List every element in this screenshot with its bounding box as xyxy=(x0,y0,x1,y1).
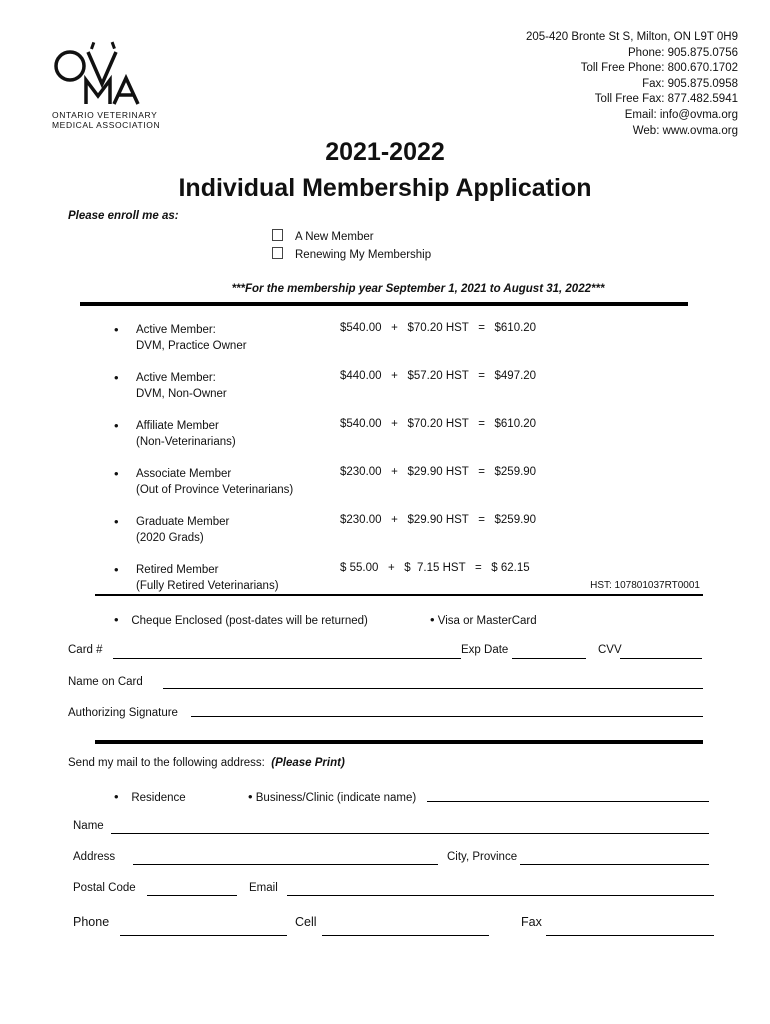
contact-block xyxy=(526,30,738,139)
card-label: Visa or MasterCard xyxy=(437,615,537,627)
option-renewing-label: Renewing My Membership xyxy=(295,249,432,261)
checkbox-new-member[interactable] xyxy=(272,229,283,241)
category-sub: (Out of Province Veterinarians) xyxy=(136,484,294,496)
cell-field[interactable] xyxy=(322,935,489,936)
city-field[interactable] xyxy=(520,864,709,865)
option-business[interactable] xyxy=(248,789,416,804)
email-field[interactable] xyxy=(287,895,714,896)
category-sub: DVM, Non-Owner xyxy=(136,388,227,400)
business-label: Business/Clinic (indicate name) xyxy=(255,792,417,804)
fax-label: Fax xyxy=(521,915,542,929)
divider-top xyxy=(80,302,688,306)
mail-label-row xyxy=(68,757,345,769)
logo-line1: ONTARIO VETERINARY xyxy=(52,110,158,120)
title-year: 2021-2022 xyxy=(325,138,445,166)
category-sub: (Fully Retired Veterinarians) xyxy=(136,580,279,592)
category-name: Active Member: xyxy=(136,372,216,384)
category-price: $230.00 + $29.90 HST = $259.90 xyxy=(340,514,537,526)
address-text: 205-420 Bronte St S, Milton, ON L9T 0H9 xyxy=(525,31,738,43)
bullet-icon: • xyxy=(114,514,119,529)
category-price: $540.00 + $70.20 HST = $610.20 xyxy=(340,322,537,334)
option-new-member-label: A New Member xyxy=(295,231,374,243)
card-number-field[interactable] xyxy=(113,658,461,659)
toll-free-phone-text: Toll Free Phone: 800.670.1702 xyxy=(580,62,738,75)
signature-label: Authorizing Signature xyxy=(68,707,178,719)
category-sub: (2020 Grads) xyxy=(136,532,204,544)
ovma-logo xyxy=(50,38,162,133)
category-name: Retired Member xyxy=(136,564,219,576)
bullet-icon: • xyxy=(114,322,119,337)
residence-label: Residence xyxy=(131,792,186,804)
exp-date-label: Exp Date xyxy=(461,644,509,656)
option-cheque[interactable] xyxy=(114,612,368,627)
checkbox-renewing[interactable] xyxy=(272,247,283,259)
address-field[interactable] xyxy=(133,864,438,865)
bullet-icon: • xyxy=(114,789,119,804)
option-card[interactable] xyxy=(430,612,537,627)
cvv-label: CVV xyxy=(598,644,622,656)
business-name-field[interactable] xyxy=(427,801,709,802)
address-label: Address xyxy=(73,851,116,863)
toll-free-fax-text: Toll Free Fax: 877.482.5941 xyxy=(594,93,738,106)
divider-payment-top xyxy=(95,594,703,596)
bullet-icon: • xyxy=(114,466,119,481)
bullet-icon: • xyxy=(114,562,119,577)
name-on-card-field[interactable] xyxy=(163,688,703,689)
web-text: Web: www.ovma.org xyxy=(632,124,738,137)
fax-field[interactable] xyxy=(546,935,714,936)
fax-text: Fax: 905.875.0958 xyxy=(642,77,738,90)
bullet-icon: • xyxy=(430,612,435,627)
phone-label: Phone xyxy=(73,915,110,929)
category-name: Associate Member xyxy=(136,468,232,480)
category-name: Graduate Member xyxy=(136,516,230,528)
category-price: $440.00 + $57.20 HST = $497.20 xyxy=(340,370,537,382)
option-new-member[interactable] xyxy=(272,229,374,243)
phone-field[interactable] xyxy=(120,935,287,936)
name-field[interactable] xyxy=(111,833,709,834)
category-price: $540.00 + $70.20 HST = $610.20 xyxy=(340,418,537,430)
membership-year-note: ***For the membership year September 1, 2021 to August 31, 2022*** xyxy=(231,283,605,295)
hst-number: HST: 107801037RT0001 xyxy=(590,580,700,591)
category-sub: DVM, Practice Owner xyxy=(136,340,247,352)
email-label: Email xyxy=(249,882,278,894)
please-print-label: (Please Print) xyxy=(271,757,345,769)
bullet-icon: • xyxy=(114,418,119,433)
name-on-card-label: Name on Card xyxy=(68,676,143,688)
exp-date-field[interactable] xyxy=(512,658,586,659)
enroll-label: Please enroll me as: xyxy=(68,210,179,222)
cvv-field[interactable] xyxy=(620,658,702,659)
bullet-icon: • xyxy=(114,612,119,627)
category-name: Active Member: xyxy=(136,324,216,336)
name-label: Name xyxy=(73,820,104,832)
cheque-label: Cheque Enclosed (post-dates will be returned) xyxy=(131,615,368,627)
divider-mail-top xyxy=(95,740,703,744)
postal-code-field[interactable] xyxy=(147,895,237,896)
postal-code-label: Postal Code xyxy=(73,882,136,894)
cell-label: Cell xyxy=(295,915,317,929)
category-sub: (Non-Veterinarians) xyxy=(136,436,236,448)
category-price: $230.00 + $29.90 HST = $259.90 xyxy=(340,466,537,478)
card-number-label: Card # xyxy=(68,644,103,656)
option-renewing[interactable] xyxy=(272,247,431,261)
category-name: Affiliate Member xyxy=(136,420,219,432)
page-title: Individual Membership Application xyxy=(178,174,592,202)
bullet-icon: • xyxy=(248,789,253,804)
option-residence[interactable] xyxy=(114,789,186,804)
email-text: Email: info@ovma.org xyxy=(624,108,738,121)
mail-label: Send my mail to the following address: xyxy=(68,757,265,769)
category-price: $ 55.00 + $ 7.15 HST = $ 62.15 xyxy=(340,562,530,574)
phone-text: Phone: 905.875.0756 xyxy=(628,46,738,59)
city-label: City, Province xyxy=(447,851,518,863)
bullet-icon: • xyxy=(114,370,119,385)
logo-line2: MEDICAL ASSOCIATION xyxy=(52,120,161,130)
signature-field[interactable] xyxy=(191,716,703,717)
